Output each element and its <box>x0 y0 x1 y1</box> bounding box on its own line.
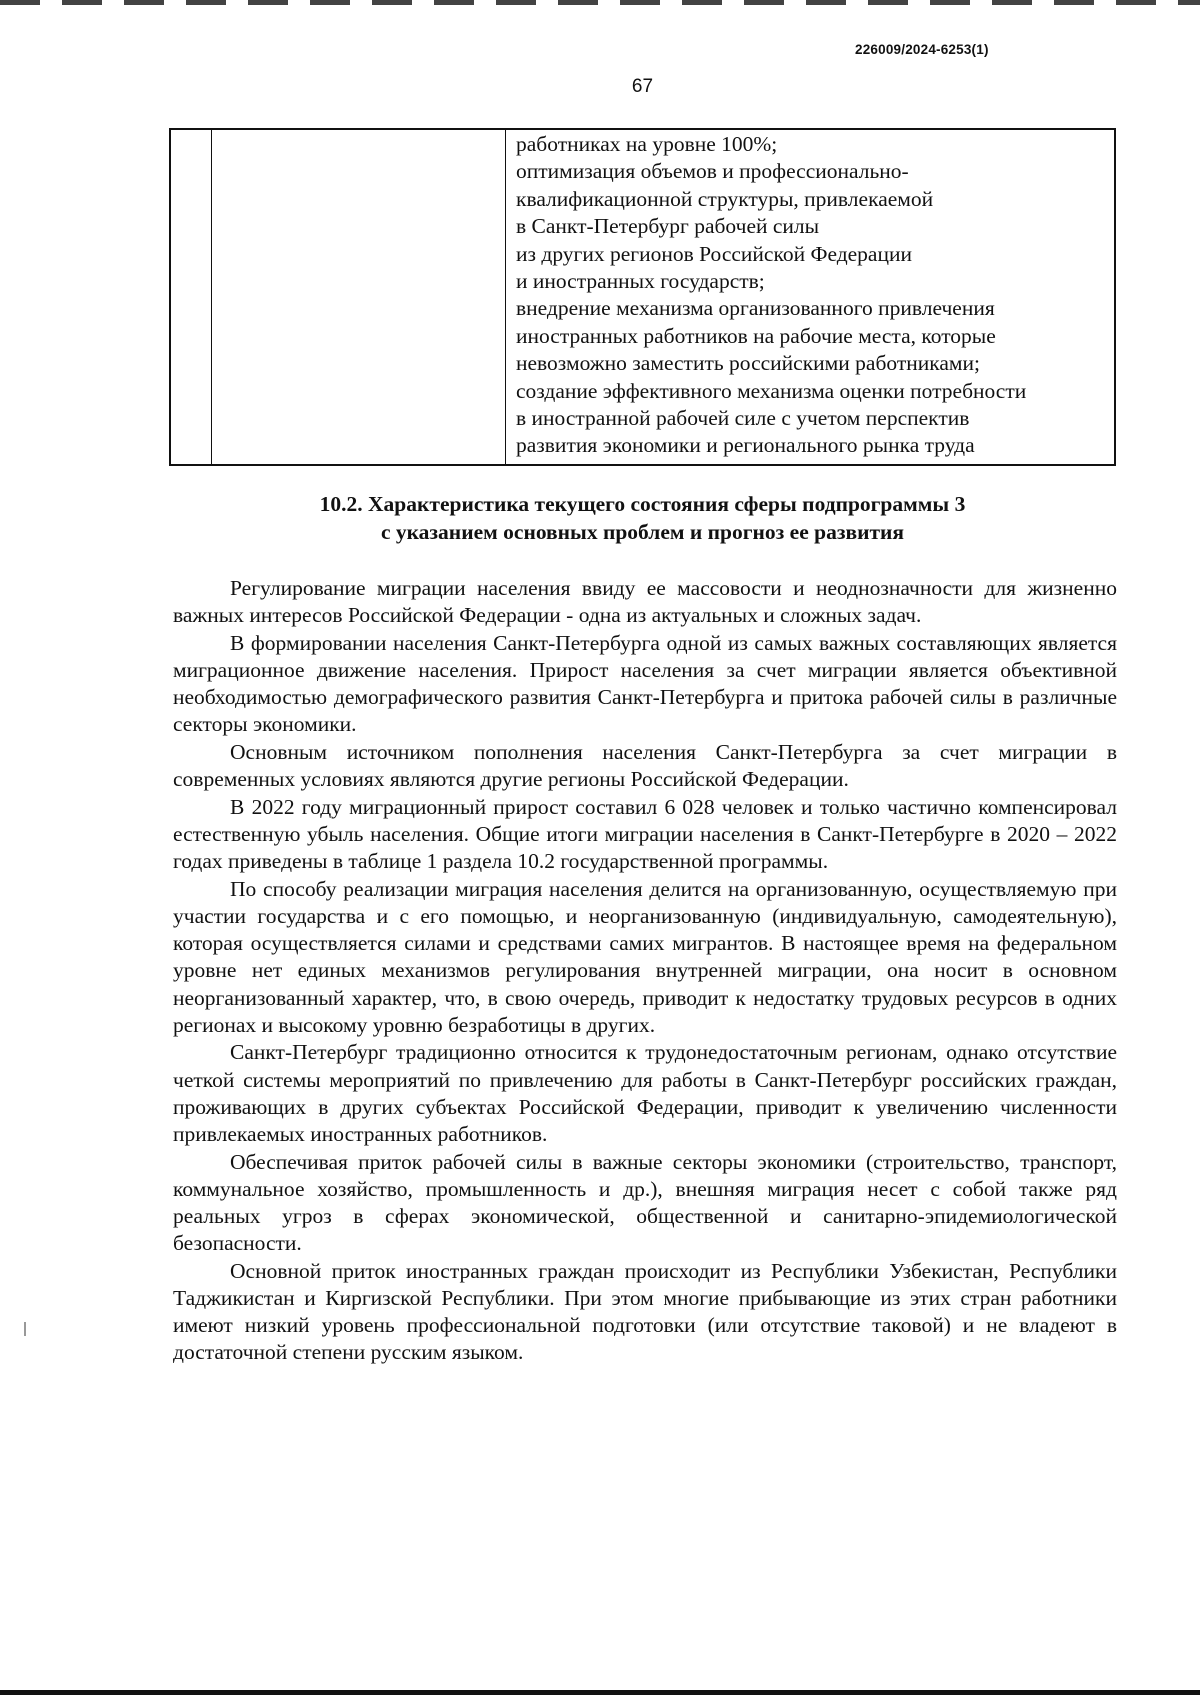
table-line: и иностранных государств; <box>516 269 765 294</box>
table-line: работниках на уровне 100%; <box>516 132 778 156</box>
paragraph: В формировании населения Санкт-Петербурга одной из самых важных составляющих является миграционное движение населения. Прирост населения за счет миграции является объективной необходимостью демографического развития Санкт-Петербурга и притока рабочей силы в различные секторы экономики. <box>173 630 1117 737</box>
page-number: 67 <box>631 76 654 97</box>
paragraph: Санкт-Петербург традиционно относится к трудонедостаточным регионам, однако отсутствие четкой системы мероприятий по привлечению для работы в Санкт-Петербург российских граждан, проживающих в других субъектах Российской Федерации, приводит к увеличению численности привлекаемых иностранных работников. <box>173 1040 1117 1147</box>
table-line: квалификационной структуры, привлекаемой <box>516 186 934 211</box>
scan-edge-top <box>0 0 1200 5</box>
paragraph: Основным источником пополнения населения Санкт-Петербурга за счет миграции в современных условиях являются другие регионы Российской Федерации. <box>173 740 1117 792</box>
section-heading-line: 10.2. Характеристика текущего состояния сферы подпрограммы 3 <box>319 492 966 516</box>
table-line: внедрение механизма организованного привлечения <box>516 296 995 321</box>
scan-edge-bottom <box>0 1690 1200 1695</box>
paragraph: Обеспечивая приток рабочей силы в важные секторы экономики (строительство, транспорт, коммунальное хозяйство, промышленность и др.), внешняя миграция несет с собой также ряд реальных угроз в сферах экономической, общественной и санитарно-эпидемиологической безопасности. <box>173 1149 1117 1256</box>
section-heading-line: с указанием основных проблем и прогноз ее развития <box>380 520 905 544</box>
table-line: создание эффективного механизма оценки потребности <box>516 378 1027 403</box>
table-line: в Санкт-Петербург рабочей силы <box>516 214 820 239</box>
table-column-number <box>171 130 212 464</box>
paragraph: Основной приток иностранных граждан происходит из Республики Узбекистан, Республики Таджикистан и Киргизской Республики. При этом многие прибывающие из этих стран работники имеют низкий уровень профессиональной подготовки (или отсутствие таковой) и не владеют в достаточной степени русским языком. <box>173 1258 1117 1365</box>
table-column-name <box>212 130 506 464</box>
table-line: иностранных работников на рабочие места, которые <box>516 323 996 348</box>
table-column-content <box>506 130 1114 464</box>
table-line: развития экономики и регионального рынка труда <box>516 433 975 458</box>
scan-speck <box>24 1322 26 1336</box>
section-body <box>173 575 1117 1367</box>
continuation-table <box>169 128 1116 466</box>
table-line: в иностранной рабочей силе с учетом перспектив <box>516 406 970 431</box>
table-line: оптимизация объемов и профессионально- <box>516 159 909 184</box>
paragraph: В 2022 году миграционный прирост составил 6 028 человек и только частично компенсировал естественную убыль населения. Общие итоги миграции населения в Санкт-Петербурге в 2020 – 2022 годах приведены в таблице 1 раздела 10.2 государственной программы. <box>173 794 1117 874</box>
paragraph: Регулирование миграции населения ввиду ее массовости и неоднозначности для жизненно важных интересов Российской Федерации - одна из актуальных и сложных задач. <box>173 576 1117 628</box>
paragraph: По способу реализации миграция населения делится на организованную, осуществляемую при участии государства и с его помощью, и неорганизованную (индивидуальную, самодеятельную), которая осуществляется силами и средствами самих мигрантов. В настоящее время на федеральном уровне нет единых механизмов регулирования внутренней миграции, она носит в основном неорганизованный характер, что, в свою очередь, приводит к недостатку трудовых ресурсов в одних регионах и высокому уровню безработицы в других. <box>173 876 1117 1037</box>
registration-number: 226009/2024-6253(1) <box>855 42 989 57</box>
table-line: невозможно заместить российскими работниками; <box>516 351 981 376</box>
section-heading <box>0 490 1200 546</box>
table-line: из других регионов Российской Федерации <box>516 241 912 266</box>
